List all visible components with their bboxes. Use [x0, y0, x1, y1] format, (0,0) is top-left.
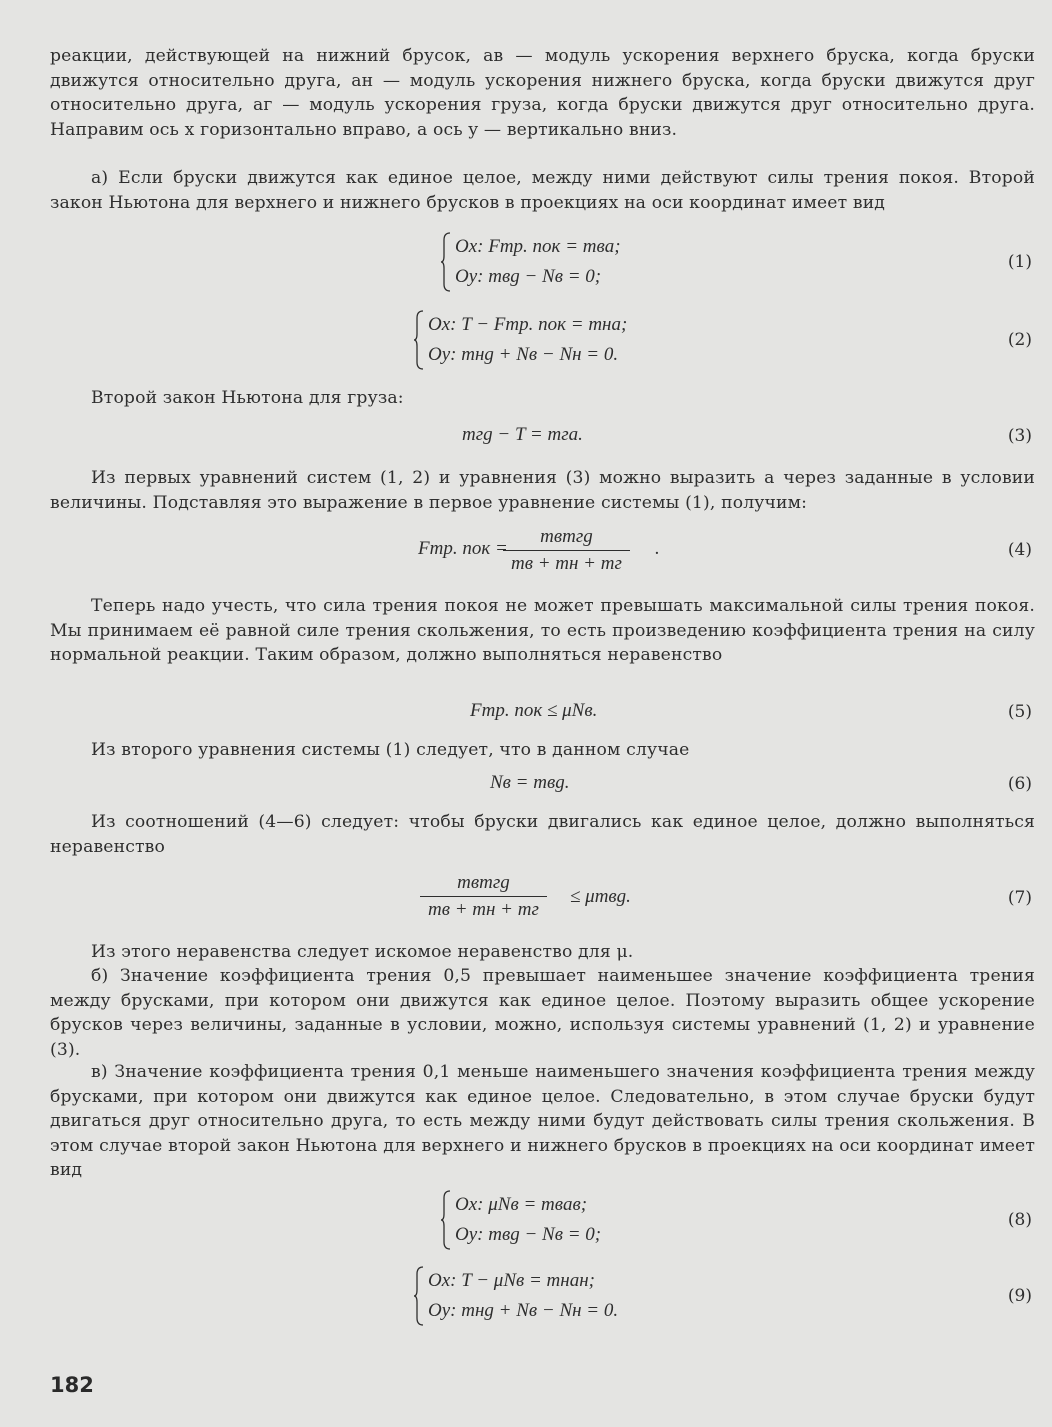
paragraph-inequality-mu: Из этого неравенства следует искомое неравенство для μ.: [91, 942, 634, 962]
equation-lhs: Fтр. пок =: [418, 538, 508, 559]
paragraph-second-eq: Из второго уравнения системы (1) следует, что в данном случае: [91, 740, 690, 760]
equation-number: (7): [1007, 888, 1032, 908]
paragraph-case-a: а) Если бруски движутся как единое целое, между ними действуют силы трения покоя. Второй закон Ньютона для верхнего и нижнего брусков в проекциях на оси координат имеет вид: [50, 168, 1035, 213]
paragraph-cargo: Второй закон Ньютона для груза:: [91, 388, 404, 408]
equation-system-9: [414, 1266, 618, 1326]
equation-system-2: [414, 310, 627, 370]
brace-icon: [441, 232, 451, 292]
equation-tail: .: [655, 538, 660, 559]
equation-system-8: [441, 1190, 601, 1250]
equation-line: Oy: mвg − Nв = 0;: [455, 1224, 602, 1245]
fraction-denominator: mв + mн + mг: [503, 550, 630, 577]
equation-number: (5): [1007, 702, 1032, 722]
equation-number: (8): [1007, 1210, 1032, 1230]
brace-icon: [441, 1190, 451, 1250]
equation-number: (2): [1007, 330, 1032, 350]
fraction-numerator: mвmгg: [457, 872, 510, 893]
equation-number: (1): [1007, 252, 1032, 272]
equation-text: mгg − T = mгa.: [462, 424, 583, 445]
fraction-numerator: mвmгg: [540, 526, 593, 547]
equation-system-1: [441, 232, 621, 292]
equation-text: Nв = mвg.: [490, 772, 570, 793]
equation-line: Oy: mвg − Nв = 0;: [455, 266, 602, 287]
equation-number: (9): [1007, 1286, 1032, 1306]
equation-line: Ox: μNв = mвaв;: [455, 1194, 588, 1215]
fraction: [420, 870, 547, 923]
page-number: 182: [50, 1373, 94, 1397]
paragraph-case-c: в) Значение коэффициента трения 0,1 меньше наименьшего значения коэффициента трения между брусками, при котором они движутся как единое целое. Следовательно, в этом случае бруски будут двигаться друг относительно друга, то есть между ними будут действовать силы трения скольжения. В этом случае второй закон Ньютона для верхнего и нижнего брусков в проекциях на оси координат имеет вид: [50, 1062, 1035, 1181]
equation-line: Ox: T − μNв = mнaн;: [428, 1270, 595, 1291]
brace-icon: [414, 1266, 424, 1326]
equation-line: Ox: Fтр. пок = mвa;: [455, 236, 621, 257]
paragraph-express-a: Из первых уравнений систем (1, 2) и уравнения (3) можно выразить a через заданные в условии величины. Подставляя это выражение в первое уравнение системы (1), получим:: [50, 468, 1035, 513]
fraction-denominator: mв + mн + mг: [420, 896, 547, 923]
fraction: [503, 524, 630, 577]
paragraph-case-b: б) Значение коэффициента трения 0,5 превышает наименьшее значение коэффициента трения между брусками, при котором они движутся как единое целое. Поэтому выразить общее ускорение брусков через величины, заданные в условии, можно, используя системы уравнений (1, 2) и уравнение (3).: [50, 966, 1035, 1060]
equation-rhs: ≤ μmвg.: [570, 886, 631, 907]
equation-number: (3): [1007, 426, 1032, 446]
equation-text: Fтр. пок ≤ μNв.: [470, 700, 598, 721]
equation-number: (4): [1007, 540, 1032, 560]
paragraph-notation: реакции, действующей на нижний брусок, aв — модуль ускорения верхнего бруска, когда бруски движутся относительно друга, aн — модуль ускорения нижнего бруска, когда бруски движутся друг относительно друга, aг — модуль ускорения груза, когда бруски движутся друг относительно друга. Направим ось x горизонтально вправо, а ось y — вертикально вниз.: [50, 46, 1035, 140]
equation-number: (6): [1007, 774, 1032, 794]
equation-line: Oy: mнg + Nв − Nн = 0.: [428, 344, 619, 365]
brace-icon: [414, 310, 424, 370]
paragraph-static-friction: Теперь надо учесть, что сила трения покоя не может превышать максимальной силы трения покоя. Мы принимаем её равной силе трения скольжения, то есть произведению коэффициента трения на силу нормальной реакции. Таким образом, должно выполняться неравенство: [50, 596, 1035, 666]
equation-line: Oy: mнg + Nв − Nн = 0.: [428, 1300, 619, 1321]
equation-line: Ox: T − Fтр. пок = mнa;: [428, 314, 628, 335]
paragraph-relations: Из соотношений (4—6) следует: чтобы бруски двигались как единое целое, должно выполняться неравенство: [50, 812, 1035, 857]
